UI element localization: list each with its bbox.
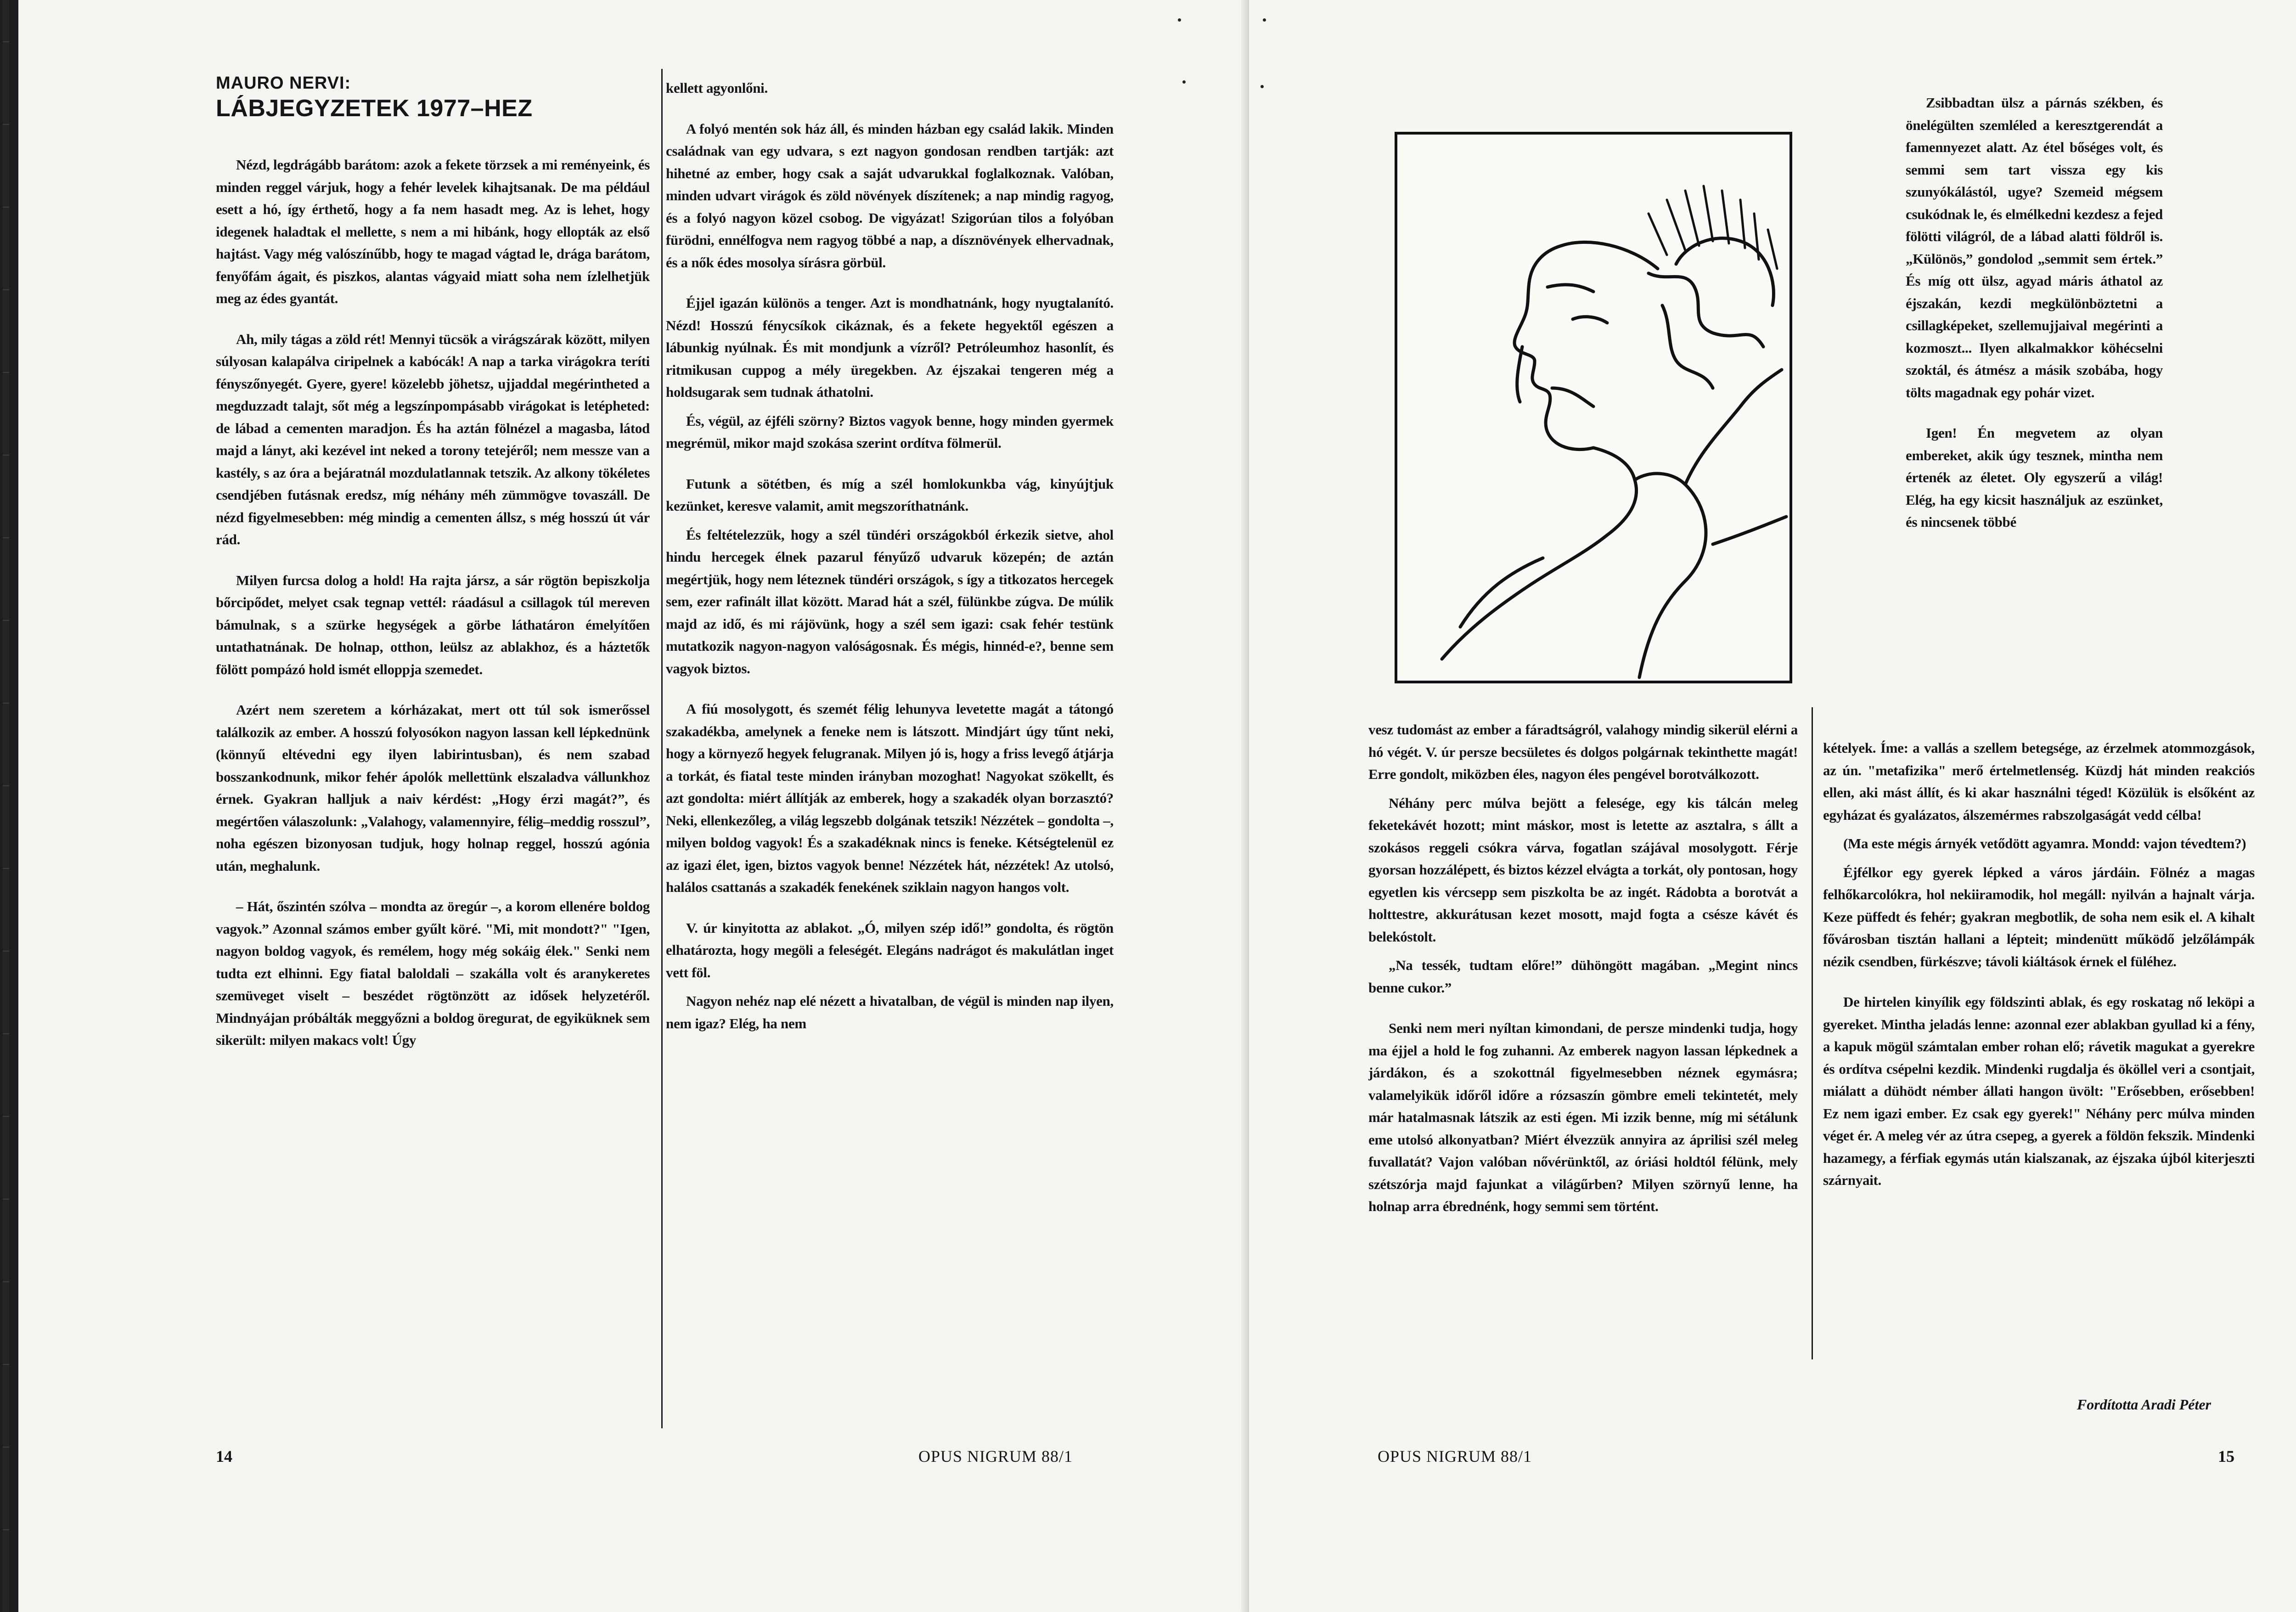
paragraph: A folyó mentén sok ház áll, és minden házban egy család lakik. Minden családnak van egy udvara, s ezt nagyon gondosan rendben tartják: azt hihetné az ember, hogy csak a saját udvarukkal foglalkoznak. Valóban, minden udvart virágok és zöld növények díszítenek; a nap mindig ragyog, és a folyó nagyon közel csobog. De vigyázat! Szigorúan tilos a folyóban fürödni, ennélfogva nem ragyog többé a nap, a dísznövények elhervadnak, és a nők édes mosolya sírásra görbül.	[666, 120, 1114, 271]
paragraph: V. úr kinyitotta az ablakot. „Ó, milyen szép idő!” gondolta, és rögtön elhatározta, hogy megöli a feleségét. Elegáns nadrágot és makulátlan inget vett föl.	[666, 919, 1114, 981]
specks	[1182, 80, 1186, 84]
magazine-footer-right: OPUS NIGRUM 88/1	[1378, 1447, 1532, 1465]
right-column-middle	[1368, 719, 1798, 1218]
paragraph: Azért nem szeretem a kórházakat, mert ott túl sok ismerőssel találkozik az ember. A hosszú folyosókon nagyon lassan kell lépkednünk (könnyű eltévedni egy ilyen labirintusban), és nem szabad bosszankodnunk, mikor fehér ápolók mellettünk elszaladva vállunkhoz érnek. Gyakran halljuk a naiv kérdést: „Hogy érzi magát?”, és megértően válaszolunk: „Valahogy, valamennyire, félig–meddig rosszul”, noha egészen bizonyosan tudjuk, hogy holnap reggel, hosszú agónia után, meghalunk.	[216, 702, 650, 874]
scan-border	[0, 0, 18, 1612]
right-column-bottom	[1823, 737, 2255, 1192]
paragraph: vesz tudomást az ember a fáradtságról, valahogy mindig sikerül elérni a hó végét. V. úr persze becsületes és dolgos polgárnak tekinthette magát! Erre gondolt, miközben éles, nagyon éles pengével borotválkozott.	[1368, 721, 1798, 782]
column-rule	[1812, 707, 1813, 1359]
paragraph: kellett agyonlőni.	[666, 80, 768, 96]
paragraph: Nézd, legdrágább barátom: azok a fekete törzsek a mi reményeink, és minden reggel várjuk, hogy a fehér levelek kihajtsanak. De ma például esett a hó, így érthető, hogy a fa nem hasadt meg. Az is lehet, hogy idegenek haladtak el mellette, s nem a mi hibánk, hogy ellopták az első hajtást. Vagy még valószínűbb, hogy te magad vágtad le, drága barátom, fenyőfám ágait, és piszkos, alantas vágyaid miatt soha nem ízlelhetjük meg az édes gyantát.	[216, 157, 650, 306]
left-column-2	[666, 77, 1114, 1035]
paragraph: Nagyon nehéz nap elé nézett a hivatalban, de végül is minden nap ilyen, nem igaz? Elég, ha nem	[666, 993, 1114, 1031]
article-title: LÁBJEGYZETEK 1977–HEZ	[216, 95, 533, 122]
specks	[1261, 85, 1264, 88]
right-column-top	[1906, 92, 2163, 534]
paragraph: Éjjel igazán különös a tenger. Azt is mondhatnánk, hogy nyugtalanító. Nézd! Hosszú fénycsíkok cikáznak, és a fekete hegyektől egészen a lábunkig nyúlnak. És mit mondjunk a vízről? Petróleumhoz hasonlít, és ritmikusan cuppog a mély üregekben. Az éjszakai tengeren még a holdsugarak sem tudnak áthatolni.	[666, 295, 1114, 400]
paragraph: Senki nem meri nyíltan kimondani, de persze mindenki tudja, hogy ma éjjel a hold le fog zuhanni. Az emberek nagyon lassan lépkednek a járdákon, és a szokottnál figyelmesebben néznek egymásra; valamelyikük időről időre a rózsaszín gömbre emeli tekintetét, mely már hatalmasnak látszik az esti égen. Mi izzik benne, míg mi sétálunk eme utolsó alkonyatban? Miért élvezzük annyira az áprilisi szél meleg fuvallatát? Vajon valóban nővérünktől, az óriási holdtól félünk, mely szétszórja majd fajunkat a világűrben? Milyen szörnyű lenne, ha holnap arra ébrednénk, hogy semmi sem történt.	[1368, 1020, 1798, 1214]
line-drawing-portrait-icon	[1391, 131, 1795, 687]
author-name: MAURO NERVI:	[216, 73, 351, 93]
paragraph: Éjfélkor egy gyerek lépked a város járdáin. Fölnéz a magas felhőkarcolókra, hol nekiiramodik, hol megáll: nyilván a hajnalt várja. Keze püffedt és fehér; gyakran megbotlik, de soha nem esik el. A kihalt fővárosban tisztán hallani a lépteit; mindenütt működő jelzőlámpák nézik csendben, fürkészve; távoli kiáltások érnek el füléhez.	[1823, 864, 2255, 969]
left-column-1	[216, 154, 650, 1052]
magazine-footer-left: OPUS NIGRUM 88/1	[918, 1447, 1073, 1465]
paragraph: A fiú mosolygott, és szemét félig lehunyva levetette magát a tátongó szakadékba, amelynek a feneke nem is látszott. Mindjárt úgy tűnt neki, hogy a környező hegyek felugranak. Milyen jó is, hogy a friss levegő átjárja a torkát, és fiatal teste minden irányban mozoghat! Nagyokat szökellt, és azt gondolta: miért állítják az emberek, hogy a szakadék olyan borzasztó? Neki, ellenkezőleg, a világ legszebb dolgának tetszik! Nézzétek – gondolta –, milyen boldog vagyok! És a szakadéknak nincs is feneke. Kétségtelenül ez az igazi élet, igen, biztos vagyok benne! Nézzétek hát, nézzétek! Az utolsó, halálos csattanás a szakadék fenekének sziklain nagyon hangos volt.	[666, 701, 1114, 895]
left-page	[18, 0, 1249, 1612]
magazine-spread	[18, 0, 2296, 1612]
translator-credit: Fordította Aradi Péter	[2077, 1396, 2211, 1413]
paragraph: Igen! Én megvetem az olyan embereket, akik úgy tesznek, mintha nem értenék az életet. Oly egyszerű a világ! Elég, ha egy kicsit használjuk az eszünket, és nincsenek többé	[1906, 425, 2163, 530]
paragraph: (Ma este mégis árnyék vetődött agyamra. Mondd: vajon tévedtem?)	[1843, 835, 2246, 851]
specks	[1263, 18, 1266, 22]
column-rule	[661, 69, 663, 1428]
paragraph: Zsibbadtan ülsz a párnás székben, és önelégülten szemléled a keresztgerendát a famennyezet alatt. Az étel bőséges volt, és semmi sem tart vissza egy kis szunyókálástól, ugye? Szemeid mégsem csukódnak le, és elmélkedni kezdesz a fejed fölötti világról, de a lábad alatti földről is. „Különös,” gondolod „semmit sem értek.” És míg ott ülsz, agyad máris áthatol az éjszakán, kezdi megkülönböztetni a csillagképeket, szellemujjaival megérinti a kozmoszt... Ilyen alkalmakkor köhécselni szoktál, és átmész a másik szobába, hogy tölts magadnak egy pohár vizet.	[1906, 95, 2163, 400]
page-number-right: 15	[2218, 1447, 2234, 1465]
paragraph: – Hát, őszintén szólva – mondta az öregúr –, a korom ellenére boldog vagyok.” Azonnal számos ember gyűlt köré. "Mi, mit mondott?" "Igen, nagyon boldog vagyok, és remélem, hogy még sokáig élek." Senki nem tudta ezt elhinni. Egy fiatal baloldali – szakálla volt és aranykeretes szemüveget viselt – beszédet rögtönzött az idősek helyzetéről. Mindnyájan próbálták meggyőzni a boldog öregurat, de egyiküknek sem sikerült: milyen makacs volt! Úgy	[216, 898, 650, 1048]
specks	[1178, 18, 1181, 22]
paragraph: És feltételezzük, hogy a szél tündéri országokból érkezik sietve, ahol hindu hercegek élnek pazarul fényűző udvaruk közepén; de aztán megértjük, hogy nem léteznek tündéri országok, s így a titkozatos hercegek sem, ezer rafinált illat között. Marad hát a szél, fülünkbe zúgva. De múlik majd az idő, és mi rájövünk, hogy a szél sem igazi: csak fehér testünk mutatkozik nagyon-nagyon valóságosnak. És mégis, hinnéd-e?, benne sem vagyok biztos.	[666, 526, 1114, 676]
page-number-left: 14	[216, 1447, 232, 1465]
paragraph: És, végül, az éjféli szörny? Biztos vagyok benne, hogy minden gyermek megrémül, mikor majd szokása szerint ordítva fölmerül.	[666, 412, 1114, 451]
paragraph: De hirtelen kinyílik egy földszinti ablak, és egy roskatag nő leköpi a gyereket. Mintha jeladás lenne: azonnal ezer ablakban gyullad ki a fény, a kapuk mögül számtalan ember rohan elő; rávetik magukat a gyerekre és ordítva csépelni kezdik. Mindenki rugdalja és ököllel veri a csontjait, miálatt a dühödt némber állati hangon üvölt: "Erősebben, erősebben! Ez nem igazi ember. Ez csak egy gyerek!" Néhány perc múlva minden véget ér. A meleg vér az útra csepeg, a gyerek a földön fekszik. Mindenki hazamegy, a férfiak egymás után kialszanak, az éjszaka újból kiterjeszti szárnyait.	[1823, 994, 2255, 1188]
paragraph: Ah, mily tágas a zöld rét! Mennyi tücsök a virágszárak között, milyen súlyosan kalapálva ciripelnek a kabócák! A nap a tarka virágokra teríti fényszőnyegét. Gyere, gyere! közelebb jöhetsz, ujjaddal megérintheted a megduzzadt talajt, sőt még a legszínpompásabb virágokat is letépheted: de lábad a cementen maradjon. És ha aztán fölnézel a magasba, látod majd a lányt, aki kezével int neked a torony tetejéről; nem messze van a kastély, s az óra a bejáratnál mozdulatlannak tetszik. Az alkony tökéletes csendjében futásnak eredsz, míg néhány méh zümmögve tovaszáll. De nézd figyelmesebben: még mindig a cementen állsz, s még hosszú út vár rád.	[216, 331, 650, 547]
paragraph: „Na tessék, tudtam előre!” dühöngött magában. „Megint nincs benne cukor.”	[1368, 957, 1798, 996]
paragraph: Futunk a sötétben, és míg a szél homlokunkba vág, kinyújtjuk kezünket, keresve valamit, amit megszoríthatnánk.	[666, 475, 1114, 514]
paragraph: Milyen furcsa dolog a hold! Ha rajta jársz, a sár rögtön bepiszkolja bőrcipődet, melyet csak tegnap vettél: ráadásul a csillagok túl mereven bámulnak, s a szürke hegységek a görbe láthatáron émelyítően untathatnának. De holnap, otthon, leülsz az ablakhoz, és a háztetők fölött pompázó hold ismét elloppja szemedet.	[216, 572, 650, 677]
paragraph: Néhány perc múlva bejött a felesége, egy kis tálcán meleg feketekávét hozott; mint máskor, most is letette az asztalra, s állt a szokásos reggeli csókra várva, fogatlan szájával mosolygott. Férje gyorsan hozzálépett, és biztos kézzel elvágta a torkát, oly pontosan, hogy egyetlen kis vércsepp sem piszkolta be az ingét. Rádobta a borotvát a holttestre, akkurátusan kezet mosott, majd fogta a csésze kávét és belekóstolt.	[1368, 795, 1798, 945]
paragraph: kételyek. Íme: a vallás a szellem betegsége, az érzelmek atommozgások, az ún. "metafizika" merő értelmetlenség. Küzdj hát minden reakciós ellen, aki mást állít, és ki akar használni téged! Közülük is elsőként az egyházat és gyalázatos, álszemérmes rabszolgaságát vedd célba!	[1823, 740, 2255, 823]
